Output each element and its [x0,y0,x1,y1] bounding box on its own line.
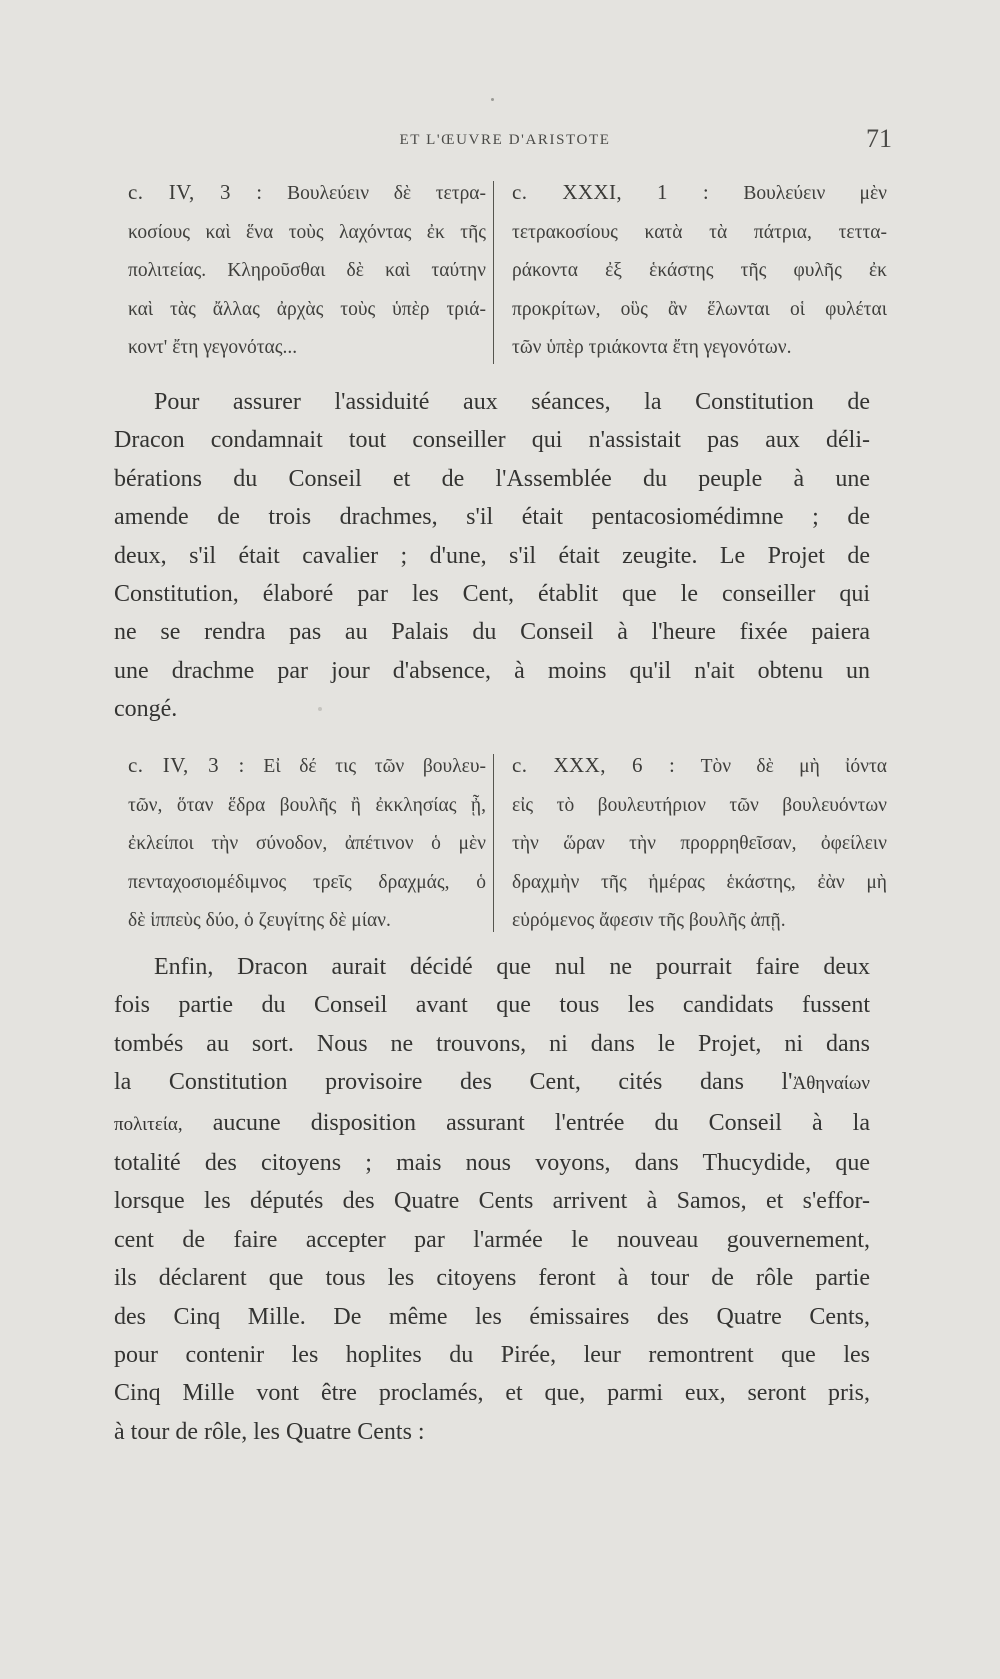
text-line: πολιτεία, aucune disposition assurant l'entrée du Conseil à la [114,1109,870,1136]
quote-line: κοσίους καὶ ἕνα τοὺς λαχόντας ἐκ τῆς [128,221,486,243]
running-title: ET L'ŒUVRE D'ARISTOTE [399,132,611,148]
quote-line: δὲ ἱππεὺς δύο, ὁ ζευγίτης δὲ μίαν. [128,910,391,931]
running-head [110,124,900,160]
greek-inline-title: Ἀθηναίων [792,1073,870,1095]
text-line: amende de trois drachmes, s'il était pentacosiomédimne ; de [114,504,870,531]
text-line: ils déclarent que tous les citoyens feront à tour de rôle partie [114,1265,870,1292]
text-line: Cinq Mille vont être proclamés, et que, parmi eux, seront pris, [114,1380,870,1407]
text-line: à tour de rôle, les Quatre Cents : [114,1418,425,1445]
text-line: fois partie du Conseil avant que tous les candidats fussent [114,992,870,1019]
text-line: une drachme par jour d'absence, à moins qu'il n'ait obtenu un [114,657,870,684]
text-line: lorsque les députés des Quatre Cents arrivent à Samos, et s'effor- [114,1188,870,1215]
text-line: la Constitution provisoire des Cent, cités dans l'Ἀθηναίων [114,1069,870,1096]
text-line: cent de faire accepter par l'armée le nouveau gouvernement, [114,1226,870,1253]
quote-left-column [128,173,486,368]
quote-left-column [128,746,486,941]
chapter-reference: c. IV, 3 : [128,753,245,777]
quote-line: τετρακοσίους κατὰ τὰ πάτρια, τεττα- [512,221,887,243]
body-paragraph-2 [114,948,870,1451]
greek-quote-block-1 [110,173,900,373]
quote-line: πενταχοσιομέδιμνος τρεῖς δραχμάς, ὁ [128,871,486,893]
quote-line: καὶ τὰς ἄλλας ἀρχὰς τοὺς ὑπὲρ τριά- [128,298,486,320]
quote-right-column [512,746,887,941]
quote-line: c. IV, 3 : Εἰ δέ τις τῶν βουλευ- [128,753,487,777]
quote-line: εὑρόμενος ἄφεσιν τῆς βουλῆς ἀπῇ. [512,910,786,931]
text-line: bérations du Conseil et de l'Assemblée du peuple à une [114,465,870,492]
page-number: 71 [866,124,892,153]
text-line: pour contenir les hoplites du Pirée, leur remontrent que les [114,1342,870,1369]
text-line: deux, s'il était cavalier ; d'une, s'il était zeugite. Le Projet de [114,542,870,569]
body-paragraph-1 [114,383,870,729]
text-line: Dracon condamnait tout conseiller qui n'assistait pas aux déli- [114,427,870,454]
text-line: ne se rendra pas au Palais du Conseil à l'heure fixée paiera [114,619,870,646]
text-line: Constitution, élaboré par les Cent, établit que le conseiller qui [114,581,870,608]
text-line: Pour assurer l'assiduité aux séances, la Constitution de [154,389,870,415]
quote-line: εἰς τὸ βουλευτήριον τῶν βουλευόντων [512,794,887,816]
quote-line: ράκοντα ἐξ ἑκάστης τῆς φυλῆς ἐκ [512,260,887,281]
quote-line: πολιτείας. Κληροῦσθαι δὲ καὶ ταύτην [128,260,486,281]
quote-line: τὴν ὥραν τὴν προρρηθεῖσαν, ὀφείλειν [512,833,887,854]
greek-inline-title: πολιτεία, [114,1113,183,1135]
quote-line: δραχμὴν τῆς ἡμέρας ἑκάστης, ἐὰν μὴ [512,871,887,893]
text-line: congé. [114,696,178,723]
text-line: totalité des citoyens ; mais nous voyons, dans Thucydide, que [114,1150,870,1177]
print-speck [491,98,494,101]
column-divider [493,754,494,932]
quote-line: τῶν, ὅταν ἕδρα βουλῆς ἢ ἐκκλησίας ᾖ, [128,794,486,816]
quote-line: c. XXXI, 1 : Βουλεύειν μὲν [512,180,887,204]
chapter-reference: c. IV, 3 : [128,180,263,204]
quote-line: ἐκλείποι τὴν σύνοδον, ἀπέτινον ὁ μὲν [128,833,486,854]
text-line: tombés au sort. Nous ne trouvons, ni dans le Projet, ni dans [114,1030,870,1057]
chapter-reference: c. XXX, 6 : [512,753,676,777]
quote-line: c. XXX, 6 : Τὸν δὲ μὴ ἰόντα [512,753,888,777]
quote-line: c. IV, 3 : Βουλεύειν δὲ τετρα- [128,180,487,204]
quote-line: προκρίτων, οὓς ἂν ἕλωνται οἱ φυλέται [512,298,887,320]
text-line: des Cinq Mille. De même les émissaires des Quatre Cents, [114,1303,870,1330]
greek-quote-block-2 [110,746,900,946]
text-line: Enfin, Dracon aurait décidé que nul ne pourrait faire deux [154,954,870,980]
quote-right-column [512,173,887,368]
column-divider [493,181,494,364]
chapter-reference: c. XXXI, 1 : [512,180,710,204]
quote-line: κοντ' ἔτη γεγονότας... [128,337,298,358]
quote-line: τῶν ὑπὲρ τριάκοντα ἔτη γεγονότων. [512,337,792,358]
